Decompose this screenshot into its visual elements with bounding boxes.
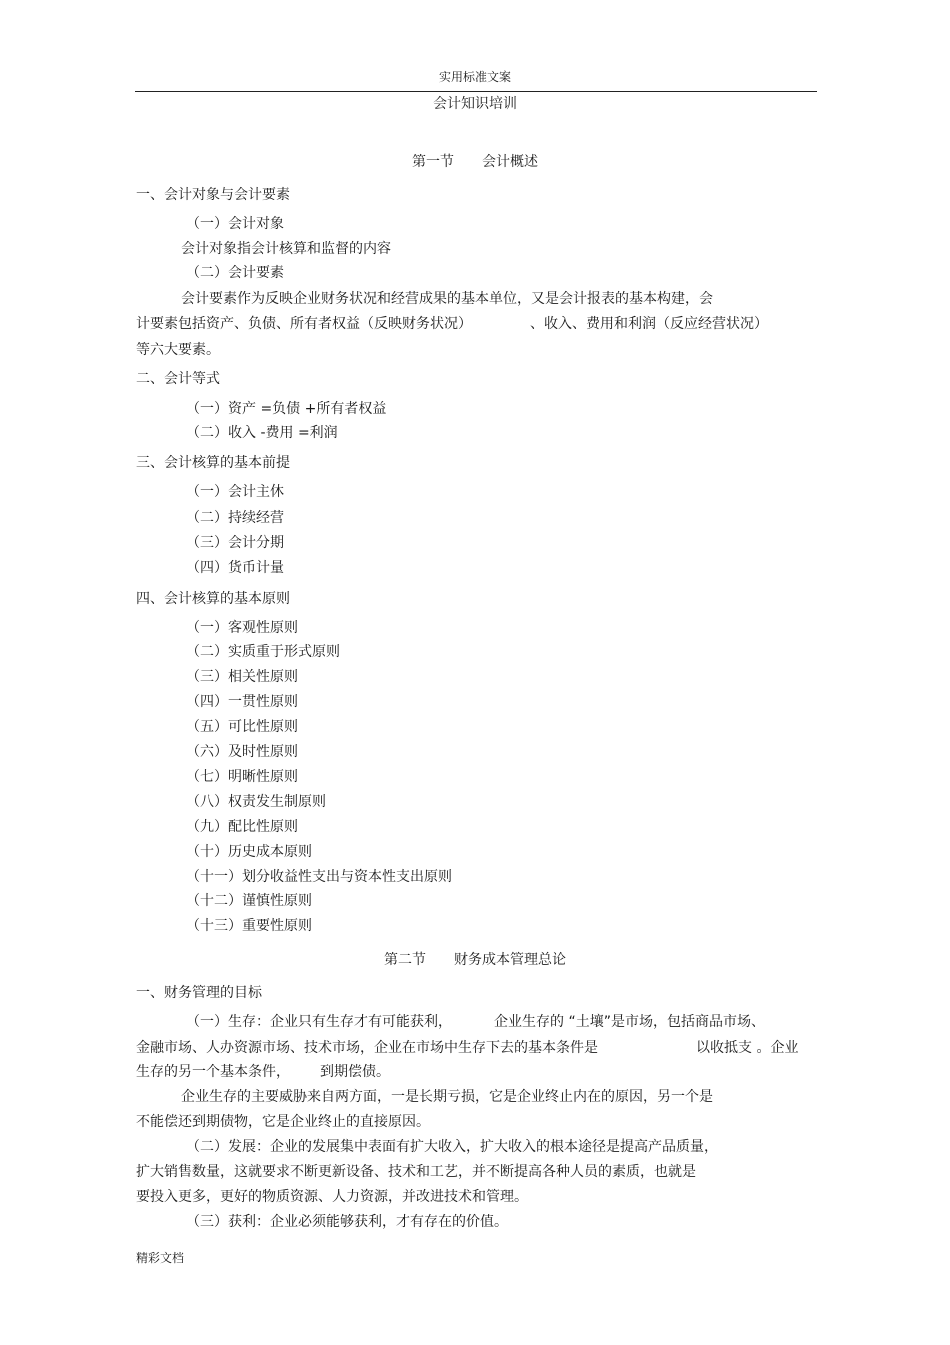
section1-number: 第一节 [412, 154, 454, 170]
section2-number: 第二节 [384, 952, 426, 968]
section2-heading [0, 951, 950, 969]
elements-para-line3: 等六大要素。 [136, 342, 220, 358]
principle-item: （六）及时性原则 [186, 744, 298, 760]
principle-item: （十二）谨慎性原则 [186, 893, 312, 909]
principle-item: （五）可比性原则 [186, 719, 298, 735]
elements-para-line2b: 、收入、费用和利润（反应经营状况） [530, 316, 768, 332]
development-line1: （二）发展：企业的发展集中表面有扩大收入，扩大收入的根本途径是提高产品质量， [186, 1139, 718, 1155]
survival-line2b: 以收抵支 。企业 [696, 1040, 799, 1056]
heading-premises: 三、会计核算的基本前提 [136, 455, 290, 471]
premise-item: （二）持续经营 [186, 510, 284, 526]
profit-line1: （三）获利：企业必须能够获利，才有存在的价值。 [186, 1214, 508, 1230]
page-footer: 精彩文档 [136, 1251, 185, 1265]
sub-accounting-elements: （二）会计要素 [186, 265, 284, 281]
heading-finance-goal: 一、财务管理的目标 [136, 985, 262, 1001]
principle-item: （十）历史成本原则 [186, 844, 312, 860]
principle-item: （一）客观性原则 [186, 620, 298, 636]
principle-item: （九）配比性原则 [186, 819, 298, 835]
principle-item: （二）实质重于形式原则 [186, 644, 340, 660]
survival-line3a: 生存的另一个基本条件， [136, 1064, 290, 1080]
premise-item: （一）会计主休 [186, 484, 284, 500]
principle-item: （四）一贯性原则 [186, 694, 298, 710]
document-title: 会计知识培训 [433, 96, 517, 112]
equation-1: （一）资产 =负债 +所有者权益 [186, 401, 387, 417]
accounting-object-text: 会计对象指会计核算和监督的内容 [181, 241, 391, 257]
elements-para-line1: 会计要素作为反映企业财务状况和经营成果的基本单位，又是会计报表的基本构建，会 [181, 291, 713, 307]
page-header: 实用标准文案 [438, 70, 511, 84]
sub-accounting-object: （一）会计对象 [186, 216, 284, 232]
development-line2: 扩大销售数量，这就要求不断更新设备、技术和工艺，并不断提高各种人员的素质，也就是 [136, 1164, 696, 1180]
survival-line1b: 企业生存的 “土壤”是市场，包括商品市场、 [494, 1014, 765, 1030]
elements-para-line2a: 计要素包括资产、负债、所有者权益（反映财务状况） [136, 316, 472, 332]
header-rule [135, 91, 817, 92]
threat-line1: 企业生存的主要威胁来自两方面，一是长期亏损，它是企业终止内在的原因，另一个是 [181, 1089, 713, 1105]
premise-item: （三）会计分期 [186, 535, 284, 551]
heading-principles: 四、会计核算的基本原则 [136, 591, 290, 607]
development-line3: 要投入更多，更好的物质资源、人力资源，并改进技术和管理。 [136, 1189, 528, 1205]
section1-heading [0, 153, 950, 171]
equation-2: （二）收入 -费用 =利润 [186, 425, 338, 441]
principle-item: （十一）划分收益性支出与资本性支出原则 [186, 869, 452, 885]
threat-line2: 不能偿还到期债物，它是企业终止的直接原因。 [136, 1114, 430, 1130]
principle-item: （三）相关性原则 [186, 669, 298, 685]
section2-title: 财务成本管理总论 [454, 952, 566, 968]
heading-objects-elements: 一、会计对象与会计要素 [136, 187, 290, 203]
principle-item: （八）权责发生制原则 [186, 794, 326, 810]
principle-item: （十三）重要性原则 [186, 918, 312, 934]
survival-line1a: （一）生存：企业只有生存才有可能获利， [186, 1014, 452, 1030]
heading-equation: 二、会计等式 [136, 371, 220, 387]
section1-title: 会计概述 [482, 154, 538, 170]
principle-item: （七）明晰性原则 [186, 769, 298, 785]
survival-line2a: 金融市场、人办资源市场、技术市场，企业在市场中生存下去的基本条件是 [136, 1040, 598, 1056]
premise-item: （四）货币计量 [186, 560, 284, 576]
survival-line3b: 到期偿债。 [320, 1064, 390, 1080]
